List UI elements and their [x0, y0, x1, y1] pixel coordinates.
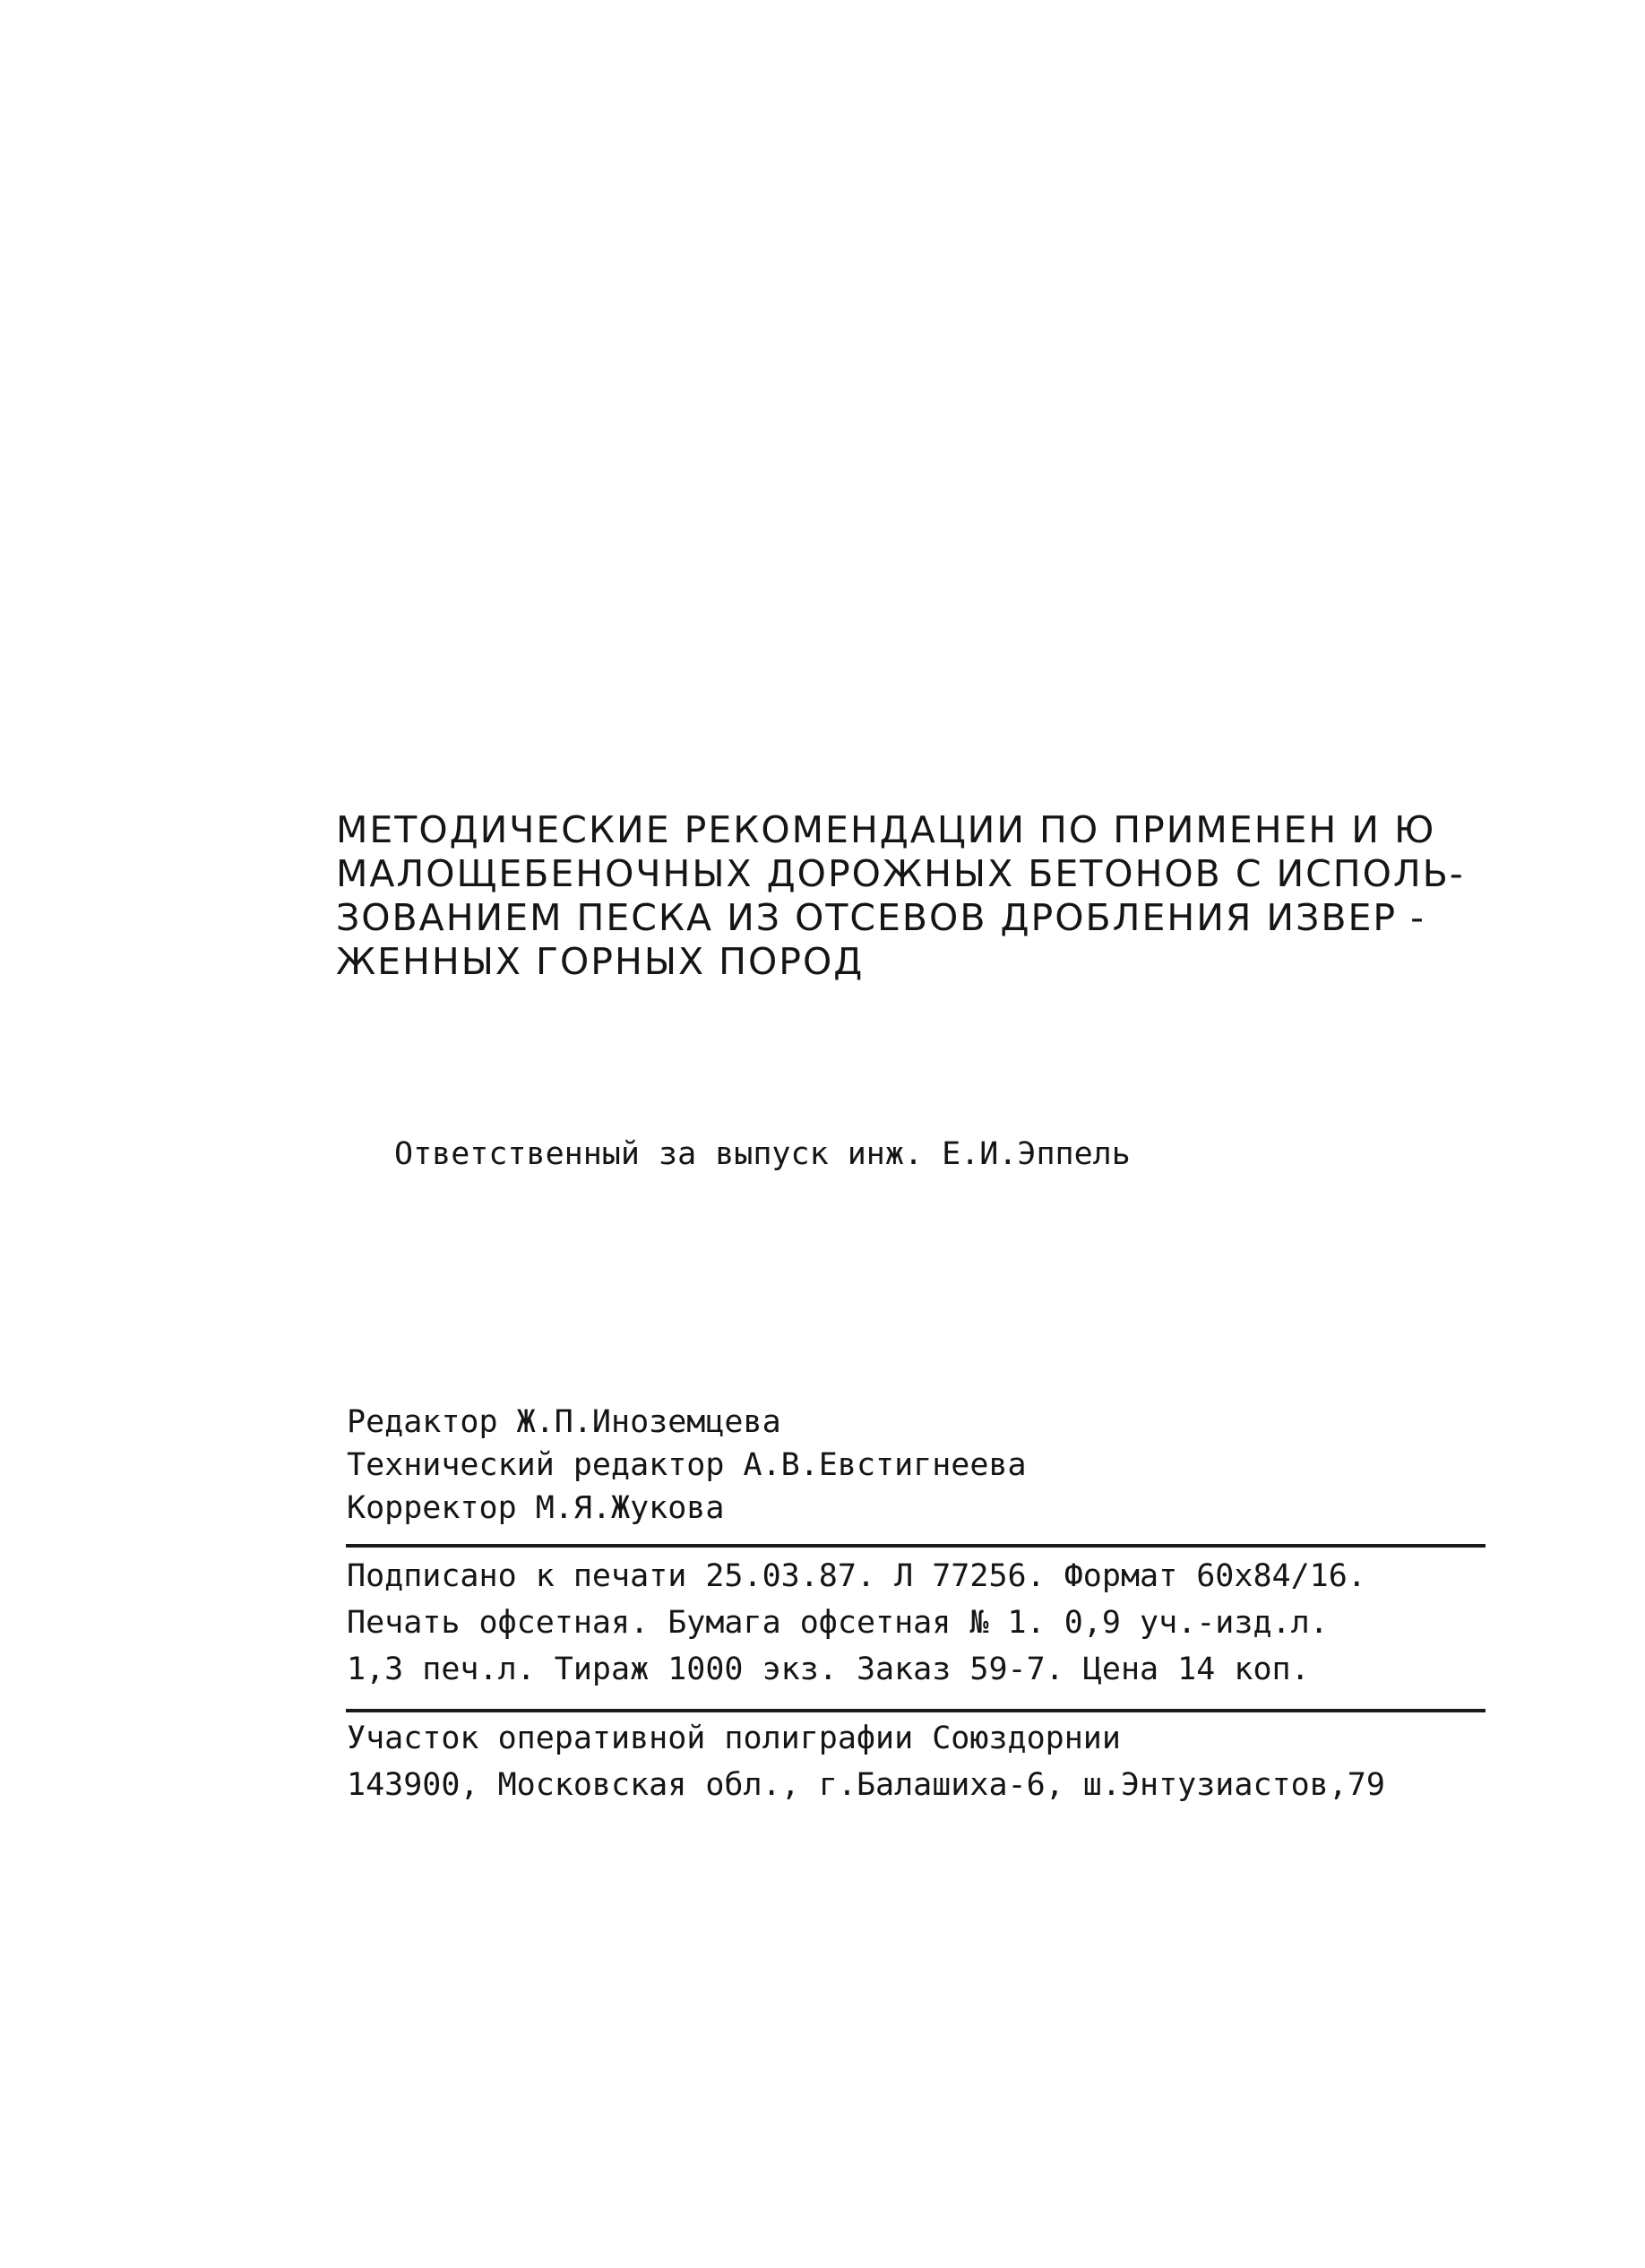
imprint-block — [347, 1553, 1366, 1693]
printer-address: 143900, Московская обл., г.Балашиха-6, ш.Энтузиастов,79 — [347, 1767, 1385, 1803]
printer-name: Участок оперативной полиграфии Союздорнии — [347, 1720, 1121, 1756]
document-title — [336, 808, 1492, 984]
divider-top — [346, 1544, 1486, 1548]
imprint-line: Печать офсетная. Бумага офсетная № 1. 0,9 уч.-изд.л. — [347, 1605, 1329, 1641]
technical-editor-line: Технический редактор А.В.Евстигнеева — [347, 1447, 1027, 1483]
editor-line: Редактор Ж.П.Иноземцева — [347, 1404, 781, 1440]
printer-info — [347, 1715, 1385, 1808]
imprint-line: Подписано к печати 25.03.87. Л 77256. Формат 60х84/16. — [347, 1558, 1366, 1594]
imprint-line: 1,3 печ.л. Тираж 1000 экз. Заказ 59-7. Цена 14 коп. — [347, 1651, 1310, 1687]
divider-bottom — [346, 1709, 1486, 1712]
responsible-for-release: Ответственный за выпуск инж. Е.И.Эппель — [394, 1136, 1131, 1172]
title-line: МЕТОДИЧЕСКИЕ РЕКОМЕНДАЦИИ ПО ПРИМЕНЕН И Ю — [336, 808, 1436, 851]
title-line: МАЛОЩЕБЕНОЧНЫХ ДОРОЖНЫХ БЕТОНОВ С ИСПОЛЬ- — [336, 852, 1465, 895]
title-line: ЖЕННЫХ ГОРНЫХ ПОРОД — [336, 940, 865, 983]
proofreader-line: Корректор М.Я.Жукова — [347, 1490, 725, 1526]
editorial-staff — [347, 1401, 1027, 1530]
title-line: ЗОВАНИЕМ ПЕСКА ИЗ ОТСЕВОВ ДРОБЛЕНИЯ ИЗВЕР - — [336, 896, 1425, 939]
